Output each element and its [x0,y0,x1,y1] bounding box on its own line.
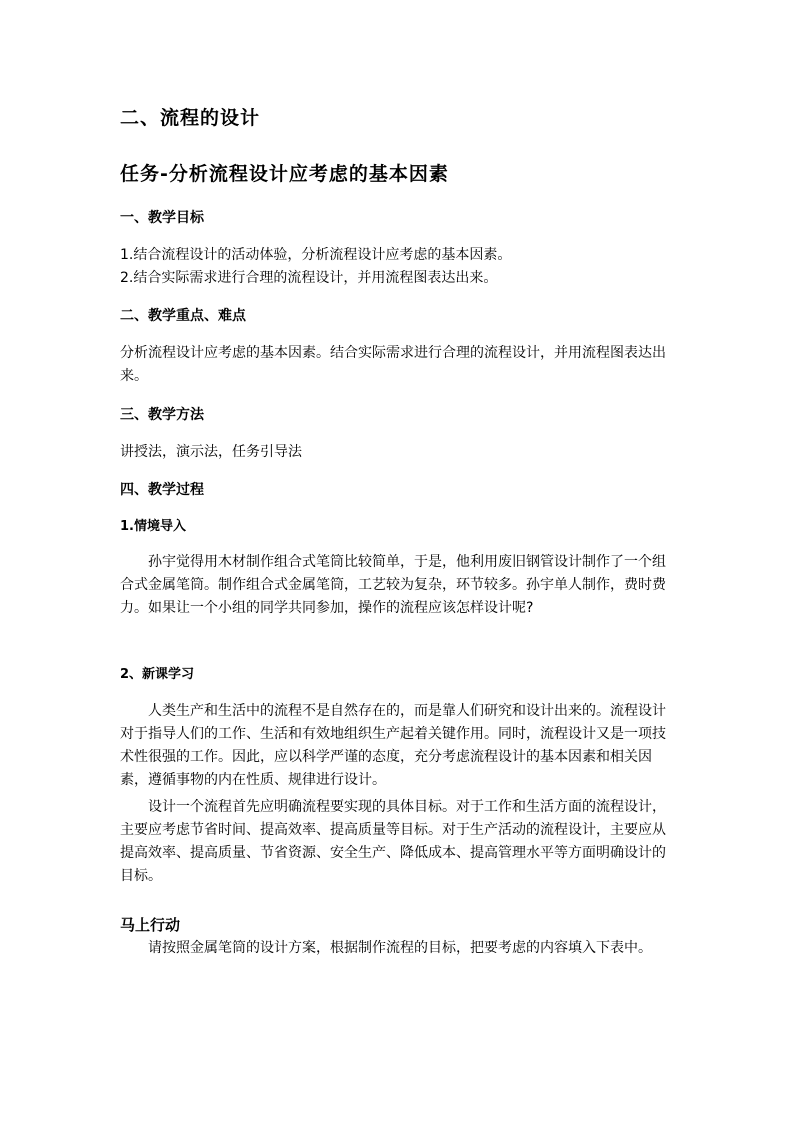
section-heading-process: 四、教学过程 [120,482,204,498]
objective-item-1: 1.结合流程设计的活动体验，分析流程设计应考虑的基本因素。 [120,247,512,263]
part-title: 二、流程的设计 [120,107,261,129]
key-points-text: 分析流程设计应考虑的基本因素。结合实际需求进行合理的流程设计，并用流程图表达出来。 [120,345,666,384]
objective-item-2: 2.结合实际需求进行合理的流程设计，并用流程图表达出来。 [120,270,498,286]
section-heading-key-points: 二、教学重点、难点 [120,308,246,324]
new-lesson-paragraph-1: 人类生产和生活中的流程不是自然存在的，而是靠人们研究和设计出来的。流程设计对于指导人们的工作、生活和有效地组织生产起着关键作用。同时，流程设计又是一项技术性很强的工作。因此，应以科学严谨的态度，充分考虑流程设计的基本因素和相关因素，遵循事物的内在性质、规律进行设计。 [120,703,666,788]
new-lesson-paragraph-2: 设计一个流程首先应明确流程要实现的具体目标。对于工作和生活方面的流程设计，主要应考虑节省时间、提高效率、提高质量等目标。对于生产活动的流程设计，主要应从提高效率、提高质量、节省资源、安全生产、降低成本、提高管理水平等方面明确设计的目标。 [120,799,666,884]
subsection-heading-intro: 1.情境导入 [120,519,186,534]
action-heading: 马上行动 [120,916,181,934]
subsection-heading-new-lesson: 2、新课学习 [120,667,195,682]
intro-paragraph: 孙宇觉得用木材制作组合式笔筒比较简单，于是，他利用废旧钢管设计制作了一个组合式金属笔筒。制作组合式金属笔筒，工艺较为复杂，环节较多。孙宇单人制作，费时费力。如果让一个小组的同学共同参加，操作的流程应该怎样设计呢? [120,554,666,616]
methods-text: 讲授法，演示法，任务引导法 [120,444,302,460]
section-heading-methods: 三、教学方法 [120,407,204,423]
section-heading-objectives: 一、教学目标 [120,210,204,226]
action-paragraph: 请按照金属笔筒的设计方案，根据制作流程的目标，把要考虑的内容填入下表中。 [148,940,652,956]
task-title: 任务-分析流程设计应考虑的基本因素 [120,163,449,185]
